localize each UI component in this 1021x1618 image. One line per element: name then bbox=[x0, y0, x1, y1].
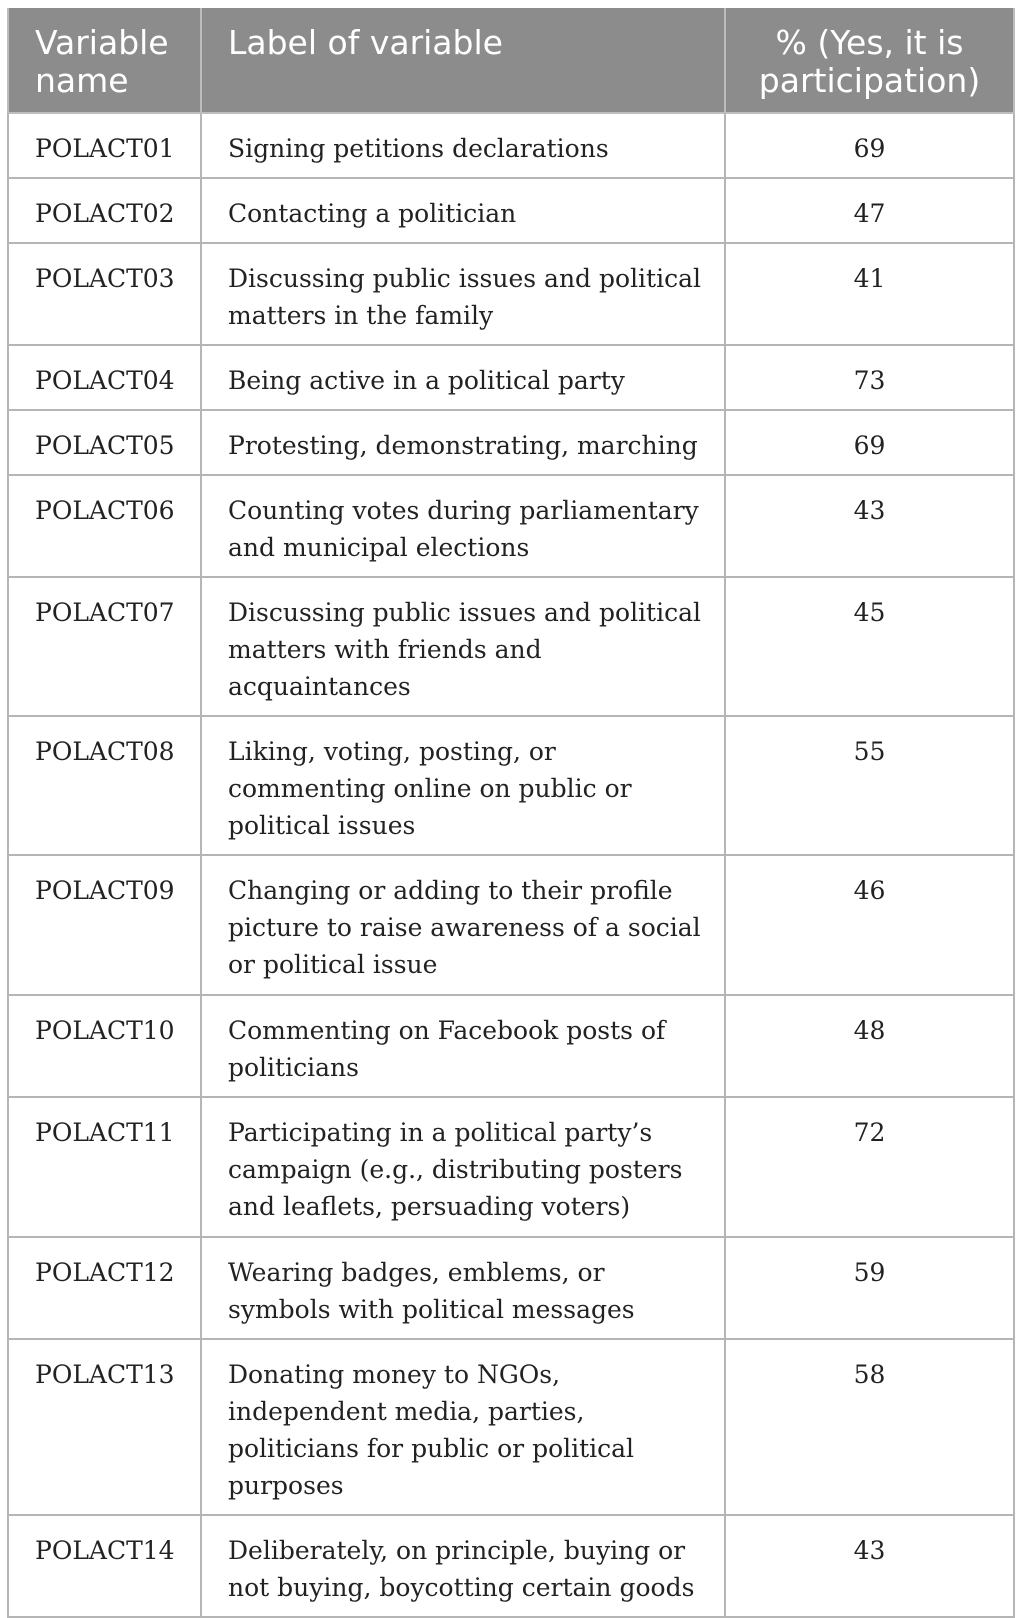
table-row bbox=[8, 1515, 1014, 1617]
cell-percent: 69 bbox=[725, 410, 1014, 475]
cell-variable-name: POLACT06 bbox=[8, 475, 201, 577]
cell-percent: 47 bbox=[725, 178, 1014, 243]
cell-percent: 43 bbox=[725, 1515, 1014, 1617]
table-body bbox=[8, 113, 1014, 1617]
cell-percent: 72 bbox=[725, 1097, 1014, 1237]
table-row bbox=[8, 577, 1014, 716]
cell-percent: 73 bbox=[725, 345, 1014, 410]
cell-label: Contacting a politician bbox=[201, 178, 725, 243]
header-percent: % (Yes, it is participation) bbox=[725, 8, 1014, 113]
table-row bbox=[8, 475, 1014, 577]
cell-percent: 48 bbox=[725, 995, 1014, 1097]
cell-variable-name: POLACT12 bbox=[8, 1237, 201, 1339]
table-row bbox=[8, 855, 1014, 995]
header-label: Label of variable bbox=[201, 8, 725, 113]
data-table-container bbox=[7, 8, 1013, 1618]
header-variable-name: Variable name bbox=[8, 8, 201, 113]
cell-label: Counting votes during parliamentary and municipal elections bbox=[201, 475, 725, 577]
cell-label: Liking, voting, posting, or commenting online on public or political issues bbox=[201, 716, 725, 855]
cell-percent: 45 bbox=[725, 577, 1014, 716]
cell-label: Being active in a political party bbox=[201, 345, 725, 410]
table-header bbox=[8, 8, 1014, 113]
cell-percent: 59 bbox=[725, 1237, 1014, 1339]
cell-percent: 69 bbox=[725, 113, 1014, 178]
cell-variable-name: POLACT11 bbox=[8, 1097, 201, 1237]
table-row bbox=[8, 410, 1014, 475]
cell-label: Discussing public issues and political matters with friends and acquaintances bbox=[201, 577, 725, 716]
cell-variable-name: POLACT02 bbox=[8, 178, 201, 243]
cell-label: Protesting, demonstrating, marching bbox=[201, 410, 725, 475]
cell-variable-name: POLACT03 bbox=[8, 243, 201, 345]
table-row bbox=[8, 995, 1014, 1097]
table-row bbox=[8, 345, 1014, 410]
cell-label: Deliberately, on principle, buying or not buying, boycotting certain goods bbox=[201, 1515, 725, 1617]
table-row bbox=[8, 243, 1014, 345]
cell-label: Changing or adding to their profile picture to raise awareness of a social or political issue bbox=[201, 855, 725, 995]
table-row bbox=[8, 1097, 1014, 1237]
cell-label: Signing petitions declarations bbox=[201, 113, 725, 178]
cell-label: Donating money to NGOs, independent media, parties, politicians for public or political purposes bbox=[201, 1339, 725, 1515]
cell-variable-name: POLACT08 bbox=[8, 716, 201, 855]
cell-variable-name: POLACT13 bbox=[8, 1339, 201, 1515]
table-row bbox=[8, 178, 1014, 243]
cell-label: Discussing public issues and political matters in the family bbox=[201, 243, 725, 345]
cell-variable-name: POLACT09 bbox=[8, 855, 201, 995]
cell-percent: 58 bbox=[725, 1339, 1014, 1515]
table-row bbox=[8, 1237, 1014, 1339]
table-row bbox=[8, 1339, 1014, 1515]
cell-variable-name: POLACT10 bbox=[8, 995, 201, 1097]
cell-percent: 41 bbox=[725, 243, 1014, 345]
header-row bbox=[8, 8, 1014, 113]
participation-table bbox=[7, 8, 1015, 1618]
cell-label: Wearing badges, emblems, or symbols with political messages bbox=[201, 1237, 725, 1339]
cell-variable-name: POLACT04 bbox=[8, 345, 201, 410]
cell-percent: 55 bbox=[725, 716, 1014, 855]
cell-percent: 46 bbox=[725, 855, 1014, 995]
cell-variable-name: POLACT07 bbox=[8, 577, 201, 716]
cell-variable-name: POLACT05 bbox=[8, 410, 201, 475]
cell-percent: 43 bbox=[725, 475, 1014, 577]
table-row bbox=[8, 716, 1014, 855]
cell-label: Participating in a political party’s campaign (e.g., distributing posters and leaflets, persuading voters) bbox=[201, 1097, 725, 1237]
cell-variable-name: POLACT14 bbox=[8, 1515, 201, 1617]
cell-variable-name: POLACT01 bbox=[8, 113, 201, 178]
cell-label: Commenting on Facebook posts of politicians bbox=[201, 995, 725, 1097]
table-row bbox=[8, 113, 1014, 178]
